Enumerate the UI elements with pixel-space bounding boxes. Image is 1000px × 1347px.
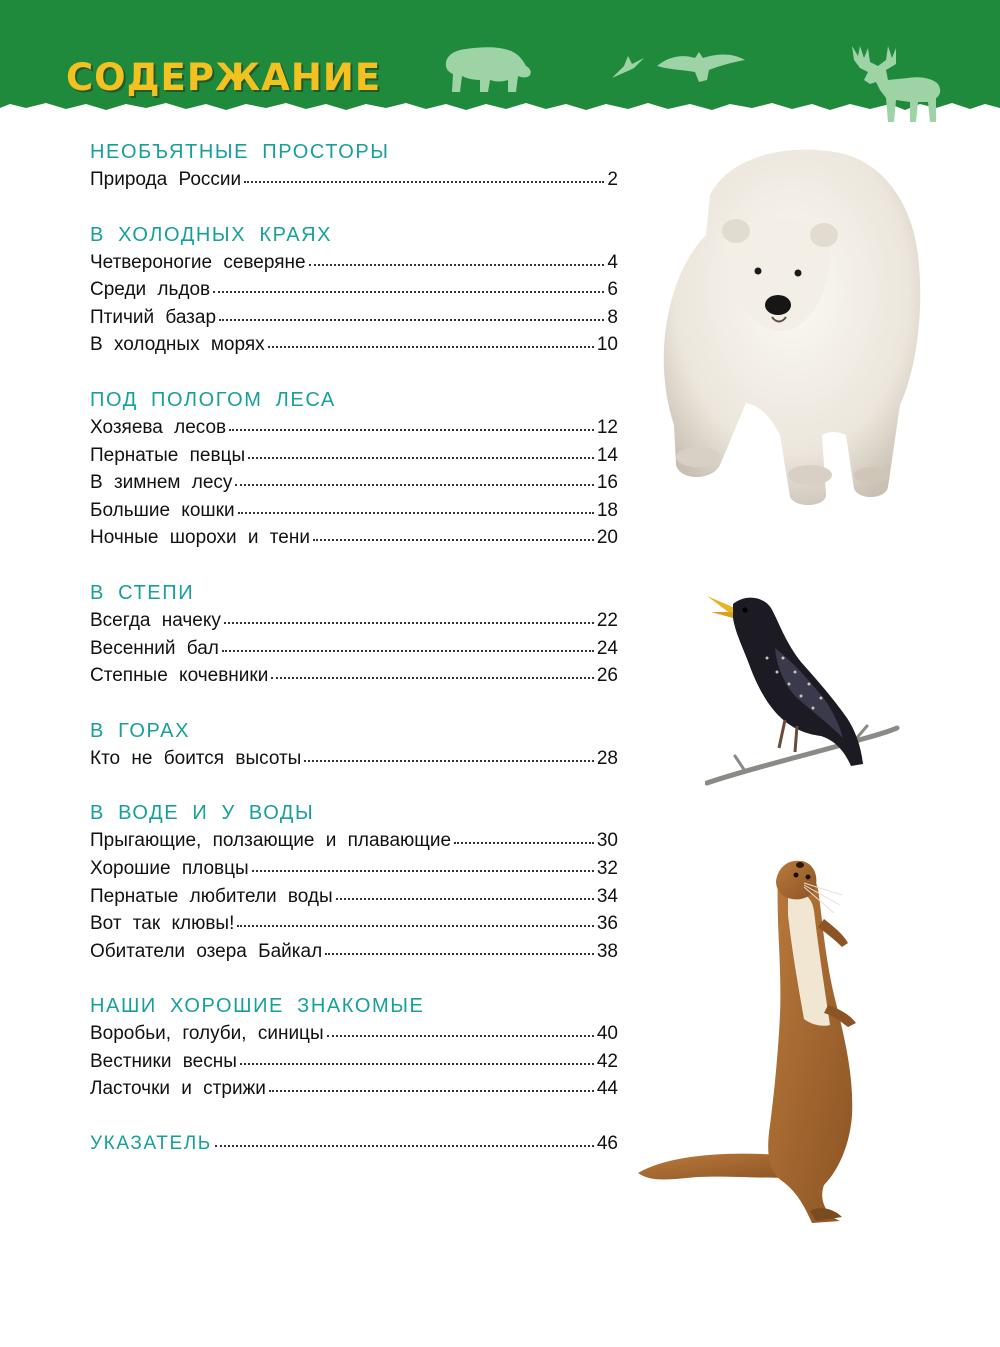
toc-entry[interactable] <box>90 883 618 911</box>
dot-leader <box>213 290 604 293</box>
toc-entry[interactable] <box>90 910 618 938</box>
toc-entry[interactable] <box>90 745 618 773</box>
dot-leader <box>309 263 605 266</box>
toc-entry[interactable] <box>90 827 618 855</box>
entry-page-number: 36 <box>596 913 618 935</box>
entry-label: Весенний бал <box>90 637 219 659</box>
dot-leader <box>229 428 594 431</box>
toc-section <box>90 717 618 773</box>
toc-section <box>90 579 618 690</box>
entry-label: Вестники весны <box>90 1050 237 1072</box>
dot-leader <box>238 511 594 514</box>
otter-image <box>628 855 898 1225</box>
entry-label: Ласточки и стрижи <box>90 1078 266 1100</box>
section-heading[interactable]: В СТЕПИ <box>90 581 195 604</box>
dot-leader <box>336 897 594 900</box>
dot-leader <box>327 1034 594 1037</box>
toc-entry[interactable] <box>90 469 618 497</box>
entry-page-number: 44 <box>596 1078 618 1100</box>
toc-section <box>90 221 618 359</box>
section-heading[interactable]: В ГОРАХ <box>90 719 191 742</box>
entry-page-number: 18 <box>596 499 618 521</box>
swallow-silhouette-icon <box>610 52 646 80</box>
toc-entry[interactable] <box>90 276 618 304</box>
section-heading[interactable]: НАШИ ХОРОШИЕ ЗНАКОМЫЕ <box>90 995 425 1018</box>
entry-page-number: 42 <box>596 1050 618 1072</box>
entry-page-number: 4 <box>607 251 618 273</box>
entry-label: Всегда начеку <box>90 609 221 631</box>
entry-label: Ночные шорохи и тени <box>90 527 310 549</box>
toc-entry[interactable] <box>90 1020 618 1048</box>
toc-entry[interactable] <box>90 166 618 194</box>
toc-section <box>90 138 618 194</box>
entry-label: Пернатые певцы <box>90 444 246 466</box>
header-band <box>0 0 1000 125</box>
dot-leader <box>222 649 594 652</box>
toc-entry[interactable] <box>90 497 618 525</box>
dot-leader <box>269 1089 594 1092</box>
toc-entry[interactable] <box>90 442 618 470</box>
toc-section <box>90 799 618 965</box>
starling-image <box>705 588 900 788</box>
dot-leader <box>313 538 594 541</box>
entry-label: Природа России <box>90 169 242 190</box>
section-heading[interactable]: НЕОБЪЯТНЫЕ ПРОСТОРЫ <box>90 141 390 163</box>
entry-label: В холодных морях <box>90 334 265 356</box>
entry-label: Вот так клювы! <box>90 913 235 935</box>
dot-leader <box>219 318 604 321</box>
toc-section-index <box>90 1130 618 1158</box>
toc-entry[interactable] <box>90 524 618 552</box>
entry-page-number: 40 <box>596 1023 618 1045</box>
entry-label: Среди льдов <box>90 279 211 301</box>
entry-label: Четвероногие северяне <box>90 251 306 273</box>
dot-leader <box>248 456 594 459</box>
toc-entry[interactable] <box>90 1075 618 1103</box>
toc-entry[interactable] <box>90 855 618 883</box>
entry-page-number: 22 <box>596 609 618 631</box>
dot-leader <box>325 952 594 955</box>
dot-leader <box>304 759 594 762</box>
moose-silhouette-icon <box>848 40 944 124</box>
index-label: УКАЗАТЕЛЬ <box>90 1133 212 1155</box>
entry-label: Обитатели озера Байкал <box>90 940 323 962</box>
toc-entry[interactable] <box>90 607 618 635</box>
entry-label: Пернатые любители воды <box>90 885 333 907</box>
toc-entry[interactable] <box>90 938 618 966</box>
dot-leader <box>235 483 593 486</box>
dot-leader <box>252 869 594 872</box>
entry-label: Прыгающие, ползающие и плавающие <box>90 830 452 852</box>
index-entry[interactable] <box>90 1130 618 1158</box>
entry-page-number: 26 <box>596 665 618 687</box>
entry-label: Большие кошки <box>90 499 235 521</box>
toc-section <box>90 992 618 1103</box>
entry-label: Хорошие пловцы <box>90 857 249 879</box>
page-title: СОДЕРЖАНИЕ <box>66 56 382 99</box>
entry-page-number: 46 <box>596 1133 618 1155</box>
toc-entry[interactable] <box>90 1048 618 1076</box>
eagle-silhouette-icon <box>655 46 747 84</box>
entry-page-number: 8 <box>607 306 618 328</box>
entry-label: Воробьи, голуби, синицы <box>90 1023 324 1045</box>
dot-leader <box>224 621 594 624</box>
dot-leader <box>240 1062 594 1065</box>
dot-leader <box>268 345 594 348</box>
entry-page-number: 38 <box>596 940 618 962</box>
entry-label: Птичий базар <box>90 306 217 328</box>
polar-bear-image <box>650 135 926 507</box>
toc-entry[interactable] <box>90 635 618 663</box>
entry-label: Степные кочевники <box>90 665 269 687</box>
section-heading[interactable]: В ХОЛОДНЫХ КРАЯХ <box>90 223 333 246</box>
entry-label: Кто не боится высоты <box>90 747 302 769</box>
section-heading[interactable]: ПОД ПОЛОГОМ ЛЕСА <box>90 388 336 411</box>
dot-leader <box>271 676 594 679</box>
entry-label: В зимнем лесу <box>90 472 233 494</box>
entry-page-number: 10 <box>596 334 618 356</box>
section-heading[interactable]: В ВОДЕ И У ВОДЫ <box>90 802 315 825</box>
toc-entry[interactable] <box>90 249 618 277</box>
entry-page-number: 2 <box>607 169 618 190</box>
dot-leader <box>454 841 594 844</box>
entry-page-number: 32 <box>596 857 618 879</box>
entry-page-number: 24 <box>596 637 618 659</box>
entry-label: Хозяева лесов <box>90 416 227 438</box>
dot-leader <box>244 180 604 183</box>
entry-page-number: 6 <box>607 279 618 301</box>
entry-page-number: 14 <box>596 444 618 466</box>
toc-entry[interactable] <box>90 331 618 359</box>
entry-page-number: 20 <box>596 527 618 549</box>
table-of-contents <box>90 138 618 1185</box>
toc-section <box>90 386 618 552</box>
entry-page-number: 34 <box>596 885 618 907</box>
entry-page-number: 16 <box>596 472 618 494</box>
entry-page-number: 30 <box>596 830 618 852</box>
toc-entry[interactable] <box>90 304 618 332</box>
entry-page-number: 28 <box>596 747 618 769</box>
toc-entry[interactable] <box>90 662 618 690</box>
dot-leader <box>237 924 594 927</box>
toc-entry[interactable] <box>90 414 618 442</box>
dot-leader <box>215 1144 594 1147</box>
bear-silhouette-icon <box>442 42 532 94</box>
entry-page-number: 12 <box>596 416 618 438</box>
